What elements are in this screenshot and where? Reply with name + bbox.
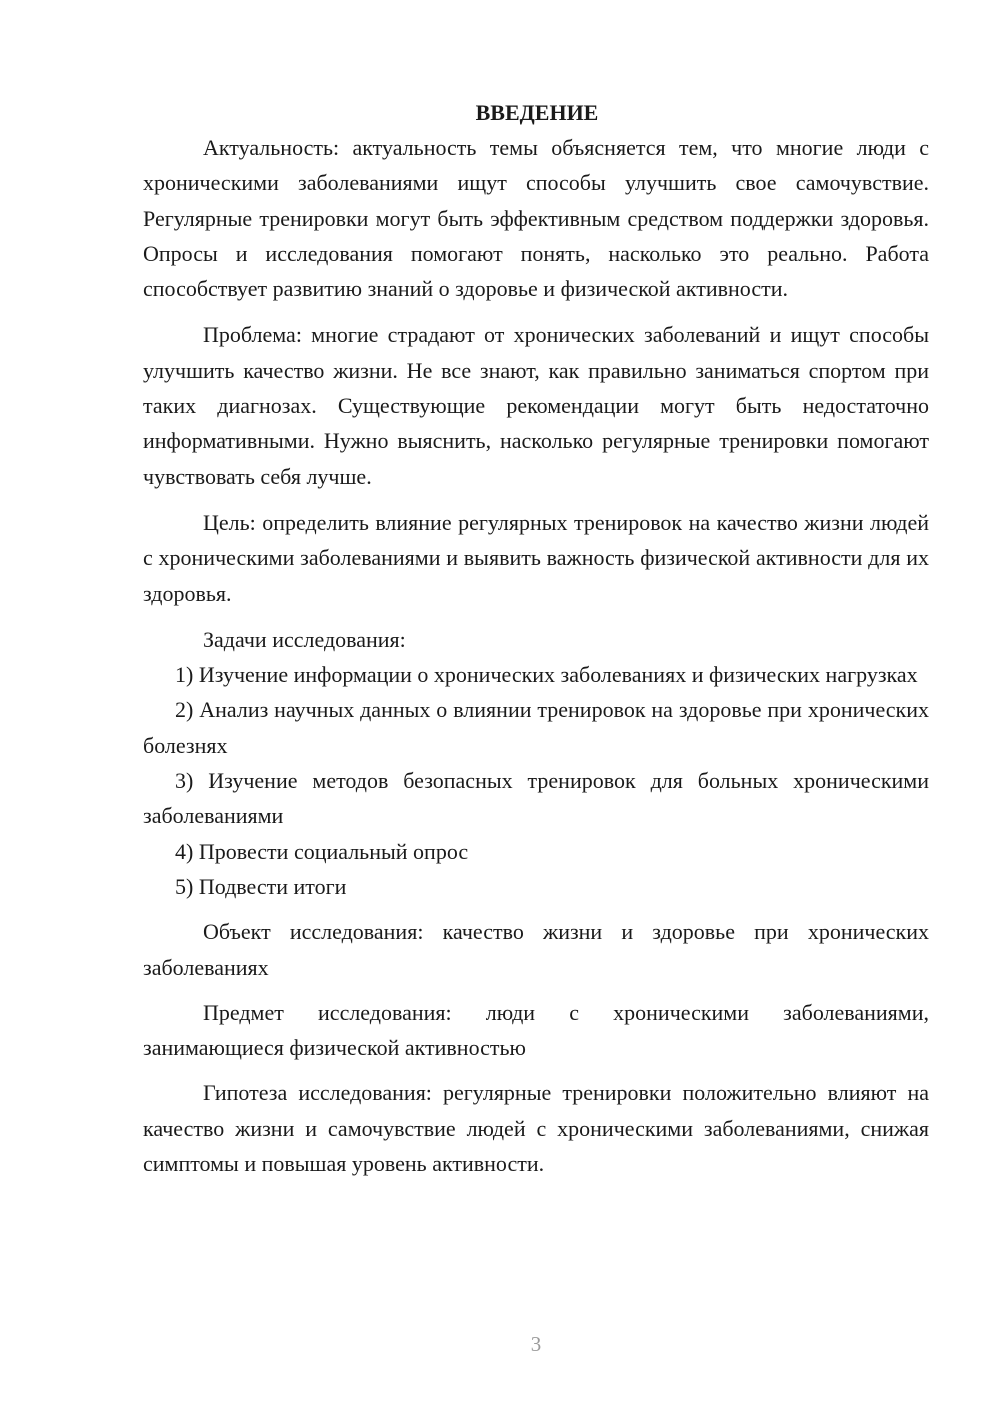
tasks-heading: Задачи исследования: [203,626,406,652]
list-item: 3) Изучение методов безопасных тренировок для больных хроническими заболеваниями [143,768,929,829]
paragraph-goal: Цель: определить влияние регулярных тренировок на качество жизни людей с хроническими заболеваниями и выявить важность физической активности для их здоровья. [143,509,929,606]
page-content [143,95,929,1181]
paragraph-object: Объект исследования: качество жизни и здоровье при хронических заболеваниях [143,919,929,980]
list-item: 5) Подвести итоги [175,873,347,899]
tasks-list [143,657,929,904]
paragraph-subject: Предмет исследования: люди с хроническими заболеваниями, занимающиеся физической активностью [143,999,929,1061]
list-item: 4) Провести социальный опрос [175,838,469,864]
list-item: 1) Изучение информации о хронических заболеваниях и физических нагрузках [175,662,918,688]
page-title: ВВЕДЕНИЕ [475,100,599,125]
paragraph-relevance: Актуальность: актуальность темы объясняется тем, что многие люди с хроническими заболеваниями ищут способы улучшить свое самочувствие. Регулярные тренировки могут быть эффективным средством поддержки здоровья. Опросы и исследования помогают понять, насколько это реально. Работа способствует развитию знаний о здоровье и физической активности. [143,135,929,302]
list-item: 2) Анализ научных данных о влиянии тренировок на здоровье при хронических болезнях [143,697,929,758]
paragraph-hypothesis: Гипотеза исследования: регулярные тренировки положительно влияют на качество жизни и самочувствие людей с хроническими заболеваниями, снижая симптомы и повышая уровень активности. [143,1080,929,1177]
paragraph-problem: Проблема: многие страдают от хронических заболеваний и ищут способы улучшить качество жизни. Не все знают, как правильно заниматься спортом при таких диагнозах. Существующие рекомендации могут быть недостаточно информативными. Нужно выяснить, насколько регулярные тренировки помогают чувствовать себя лучше. [143,322,929,489]
page-number: 3 [530,1332,542,1356]
